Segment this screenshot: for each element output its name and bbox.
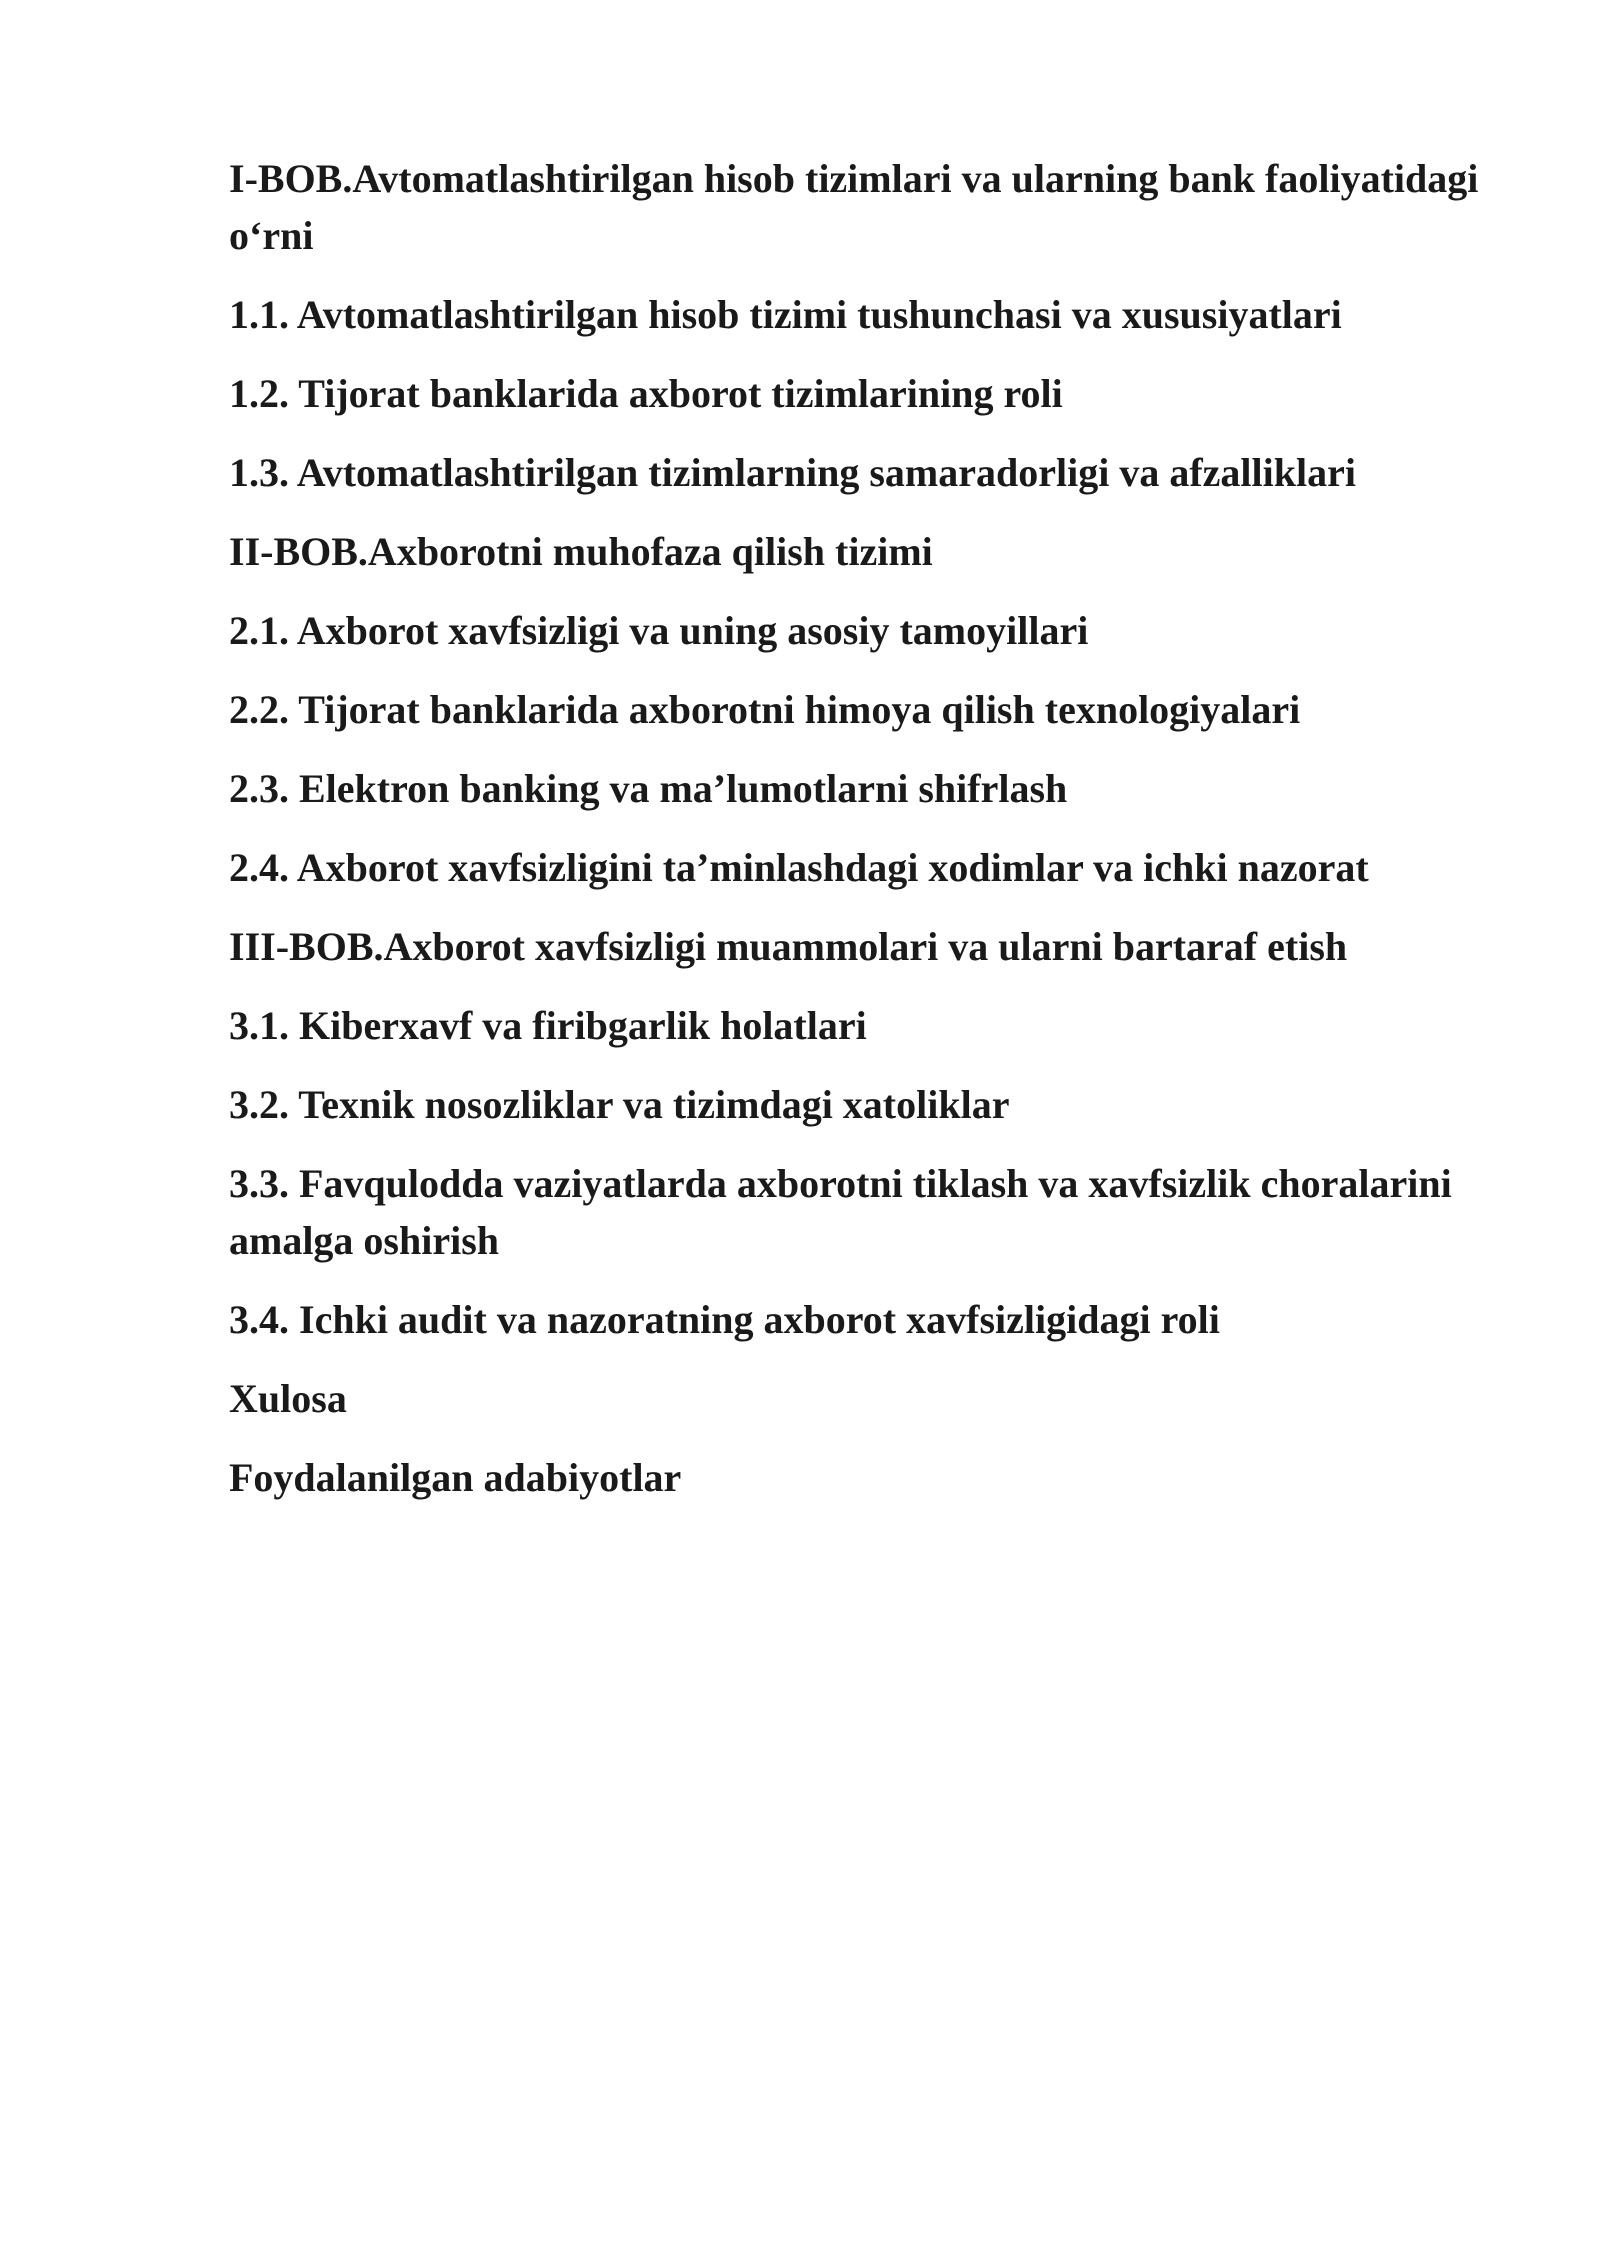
toc-chapter-2: II-BOB.Axborotni muhofaza qilish tizimi: [229, 529, 933, 574]
toc-section-1-3: 1.3. Avtomatlashtirilgan tizimlarning samaradorligi va afzalliklari: [229, 450, 1356, 495]
toc-section-3-1: 3.1. Kiberxavf va firibgarlik holatlari: [229, 1003, 867, 1048]
toc-section-2-1: 2.1. Axborot xavfsizligi va uning asosiy tamoyillari: [229, 608, 1089, 653]
toc-chapter-1: I-BOB.Avtomatlashtirilgan hisob tizimlari va ularning bank faoliyatidagi o‘rni: [229, 156, 1479, 258]
toc-references: Foydalanilgan adabiyotlar: [229, 1455, 682, 1500]
toc-chapter-3: III-BOB.Axborot xavfsizligi muammolari va ularni bartaraf etish: [229, 924, 1348, 969]
toc-section-2-2: 2.2. Tijorat banklarida axborotni himoya qilish texnologiyalari: [229, 687, 1301, 732]
toc-section-3-4: 3.4. Ichki audit va nazoratning axborot xavfsizligidagi roli: [229, 1297, 1220, 1342]
toc-section-1-2: 1.2. Tijorat banklarida axborot tizimlarining roli: [229, 371, 1063, 416]
toc-section-2-3: 2.3. Elektron banking va ma’lumotlarni shifrlash: [229, 766, 1068, 811]
toc-section-2-4: 2.4. Axborot xavfsizligini ta’minlashdagi xodimlar va ichki nazorat: [229, 845, 1369, 890]
toc-conclusion: Xulosa: [229, 1376, 347, 1421]
toc-section-3-2: 3.2. Texnik nosozliklar va tizimdagi xatoliklar: [229, 1082, 1010, 1127]
table-of-contents: [229, 150, 1479, 1528]
toc-section-1-1: 1.1. Avtomatlashtirilgan hisob tizimi tushunchasi va xususiyatlari: [229, 292, 1342, 337]
toc-section-3-3: 3.3. Favqulodda vaziyatlarda axborotni tiklash va xavfsizlik choralarini amalga oshirish: [229, 1161, 1452, 1263]
